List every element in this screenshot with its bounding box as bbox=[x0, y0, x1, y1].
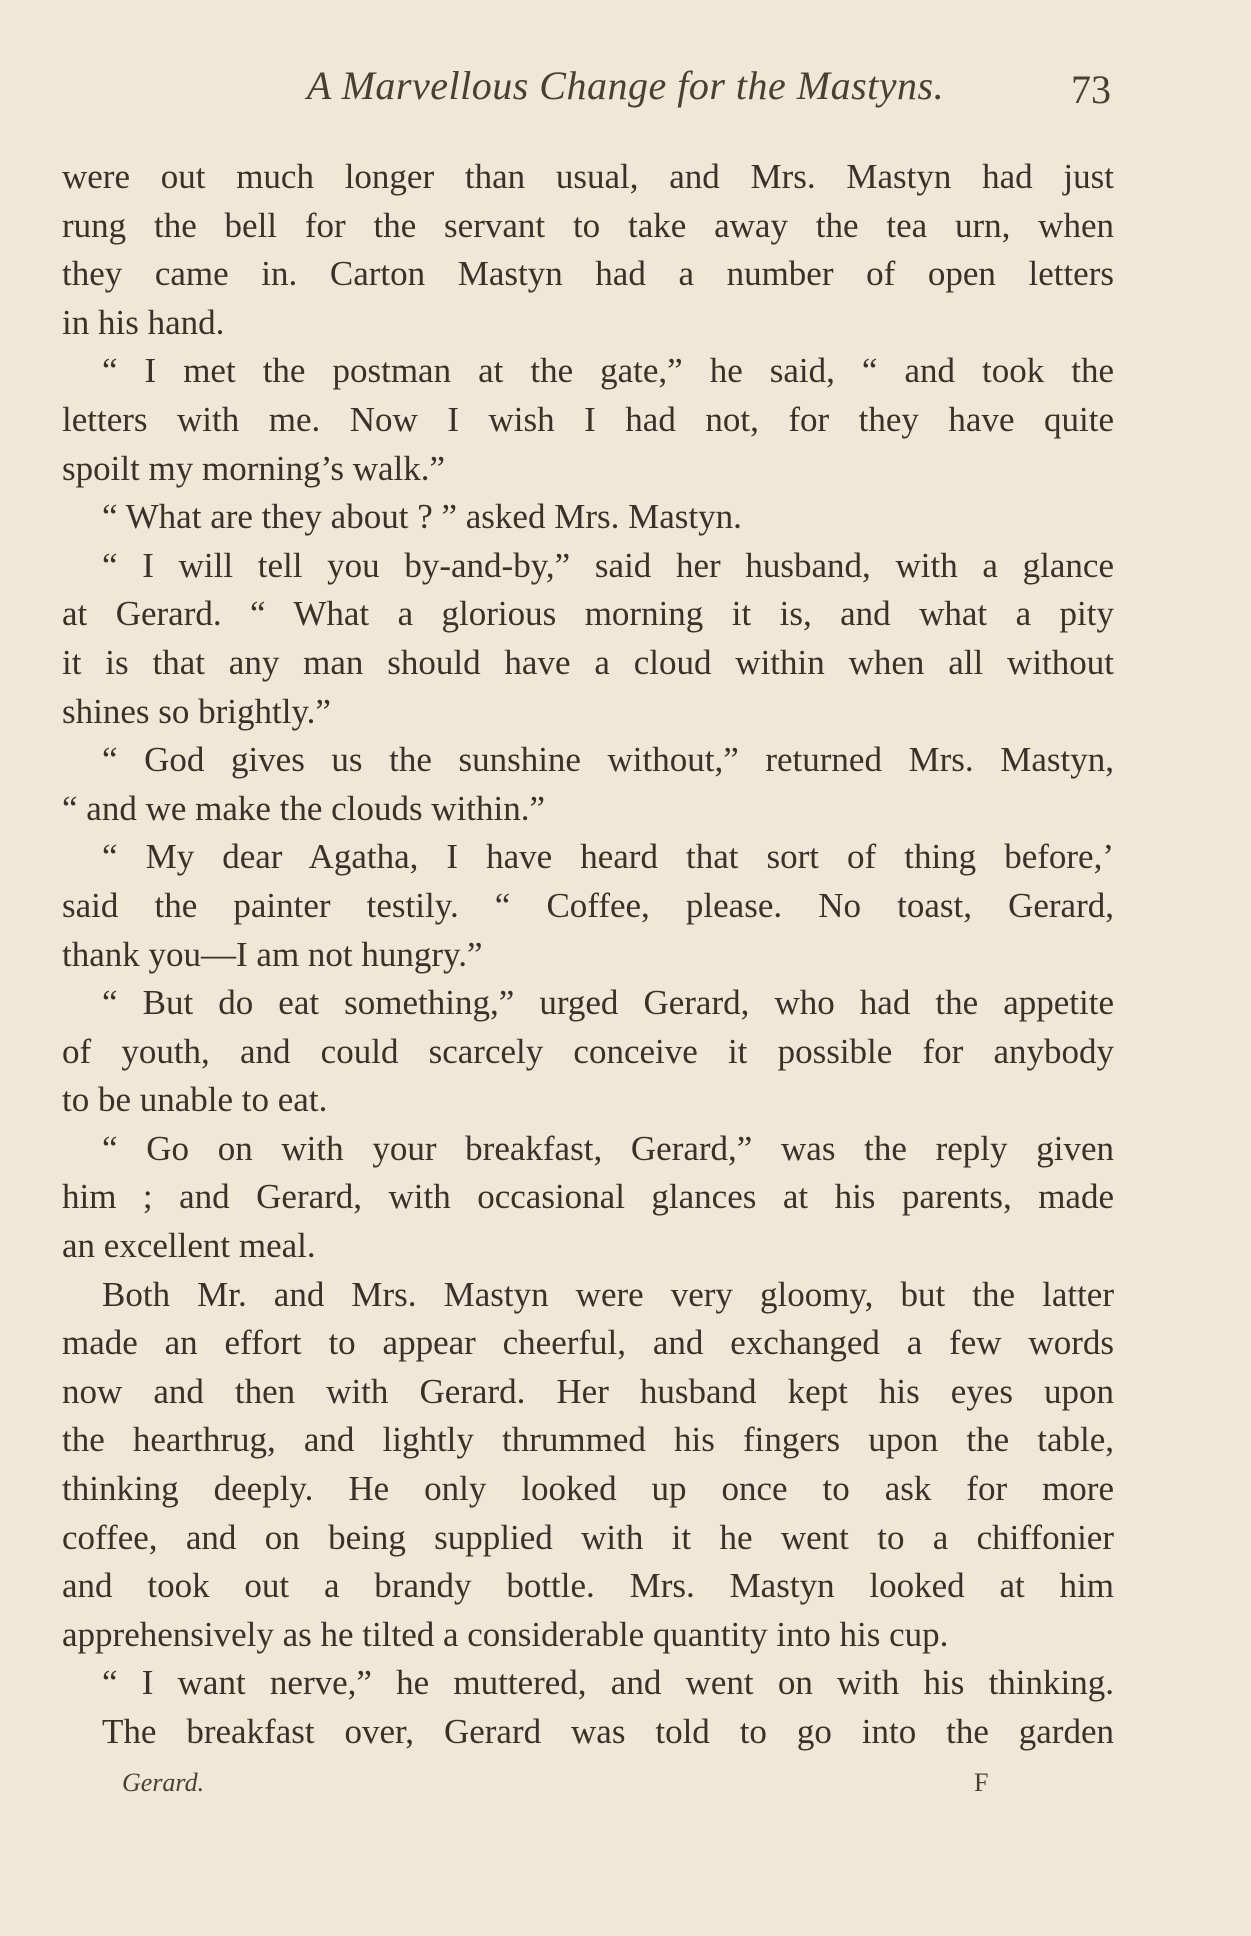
text-line: “ My dear Agatha, I have heard that sort of thing before,’ bbox=[102, 837, 1114, 877]
text-line: “ I met the postman at the gate,” he said, “ and took the bbox=[102, 351, 1114, 391]
text-line: and took out a brandy bottle. Mrs. Mastyn looked at him bbox=[62, 1566, 1114, 1606]
text-line: in his hand. bbox=[62, 302, 225, 342]
text-line: The breakfast over, Gerard was told to go into the garden bbox=[102, 1712, 1114, 1751]
text-line: “ I will tell you by-and-by,” said her husband, with a glance bbox=[102, 545, 1114, 585]
text-line: “ I want nerve,” he muttered, and went on with his thinking. bbox=[102, 1663, 1114, 1703]
text-line: “ God gives us the sunshine without,” returned Mrs. Mastyn, bbox=[102, 740, 1114, 780]
text-line: “ What are they about ? ” asked Mrs. Mastyn. bbox=[102, 497, 742, 537]
page-footer bbox=[0, 1768, 1251, 1808]
text-line: thinking deeply. He only looked up once to ask for more bbox=[62, 1469, 1114, 1509]
text-line: “ and we make the clouds within.” bbox=[62, 788, 546, 828]
text-line: Both Mr. and Mrs. Mastyn were very gloomy, but the latter bbox=[102, 1274, 1114, 1314]
printer-signature: Gerard. bbox=[122, 1768, 205, 1797]
text-line: “ But do eat something,” urged Gerard, who had the appetite bbox=[102, 983, 1114, 1023]
text-line: the hearthrug, and lightly thrummed his fingers upon the table, bbox=[62, 1420, 1114, 1460]
text-line: coffee, and on being supplied with it he went to a chiffonier bbox=[62, 1517, 1114, 1557]
text-line: spoilt my morning’s walk.” bbox=[62, 448, 446, 488]
text-line: apprehensively as he tilted a considerable quantity into his cup. bbox=[62, 1614, 949, 1654]
text-line: said the painter testily. “ Coffee, please. No toast, Gerard, bbox=[62, 885, 1114, 925]
text-line: at Gerard. “ What a glorious morning it is, and what a pity bbox=[62, 594, 1114, 634]
body-text bbox=[62, 153, 1114, 1757]
text-line: now and then with Gerard. Her husband kept his eyes upon bbox=[62, 1371, 1114, 1411]
text-line: “ Go on with your breakfast, Gerard,” was the reply given bbox=[102, 1128, 1114, 1168]
text-line: rung the bell for the servant to take away the tea urn, when bbox=[62, 205, 1114, 245]
text-line: letters with me. Now I wish I had not, for they have quite bbox=[62, 399, 1114, 439]
text-line: it is that any man should have a cloud within when all without bbox=[62, 642, 1114, 682]
running-head bbox=[0, 62, 1251, 112]
text-line: made an effort to appear cheerful, and exchanged a few words bbox=[62, 1323, 1114, 1363]
text-line: him ; and Gerard, with occasional glances at his parents, made bbox=[62, 1177, 1114, 1217]
text-line: an excellent meal. bbox=[62, 1226, 316, 1266]
signature-mark: F bbox=[974, 1768, 989, 1797]
text-line: they came in. Carton Mastyn had a number of open letters bbox=[62, 254, 1114, 294]
text-line: thank you—I am not hungry.” bbox=[62, 934, 483, 974]
text-line: to be unable to eat. bbox=[62, 1080, 328, 1120]
text-line: shines so brightly.” bbox=[62, 691, 331, 731]
text-line: were out much longer than usual, and Mrs. Mastyn had just bbox=[62, 157, 1114, 196]
page-number: 73 bbox=[1071, 67, 1111, 112]
text-line: of youth, and could scarcely conceive it possible for anybody bbox=[62, 1031, 1114, 1071]
running-title: A Marvellous Change for the Mastyns. bbox=[306, 63, 945, 108]
